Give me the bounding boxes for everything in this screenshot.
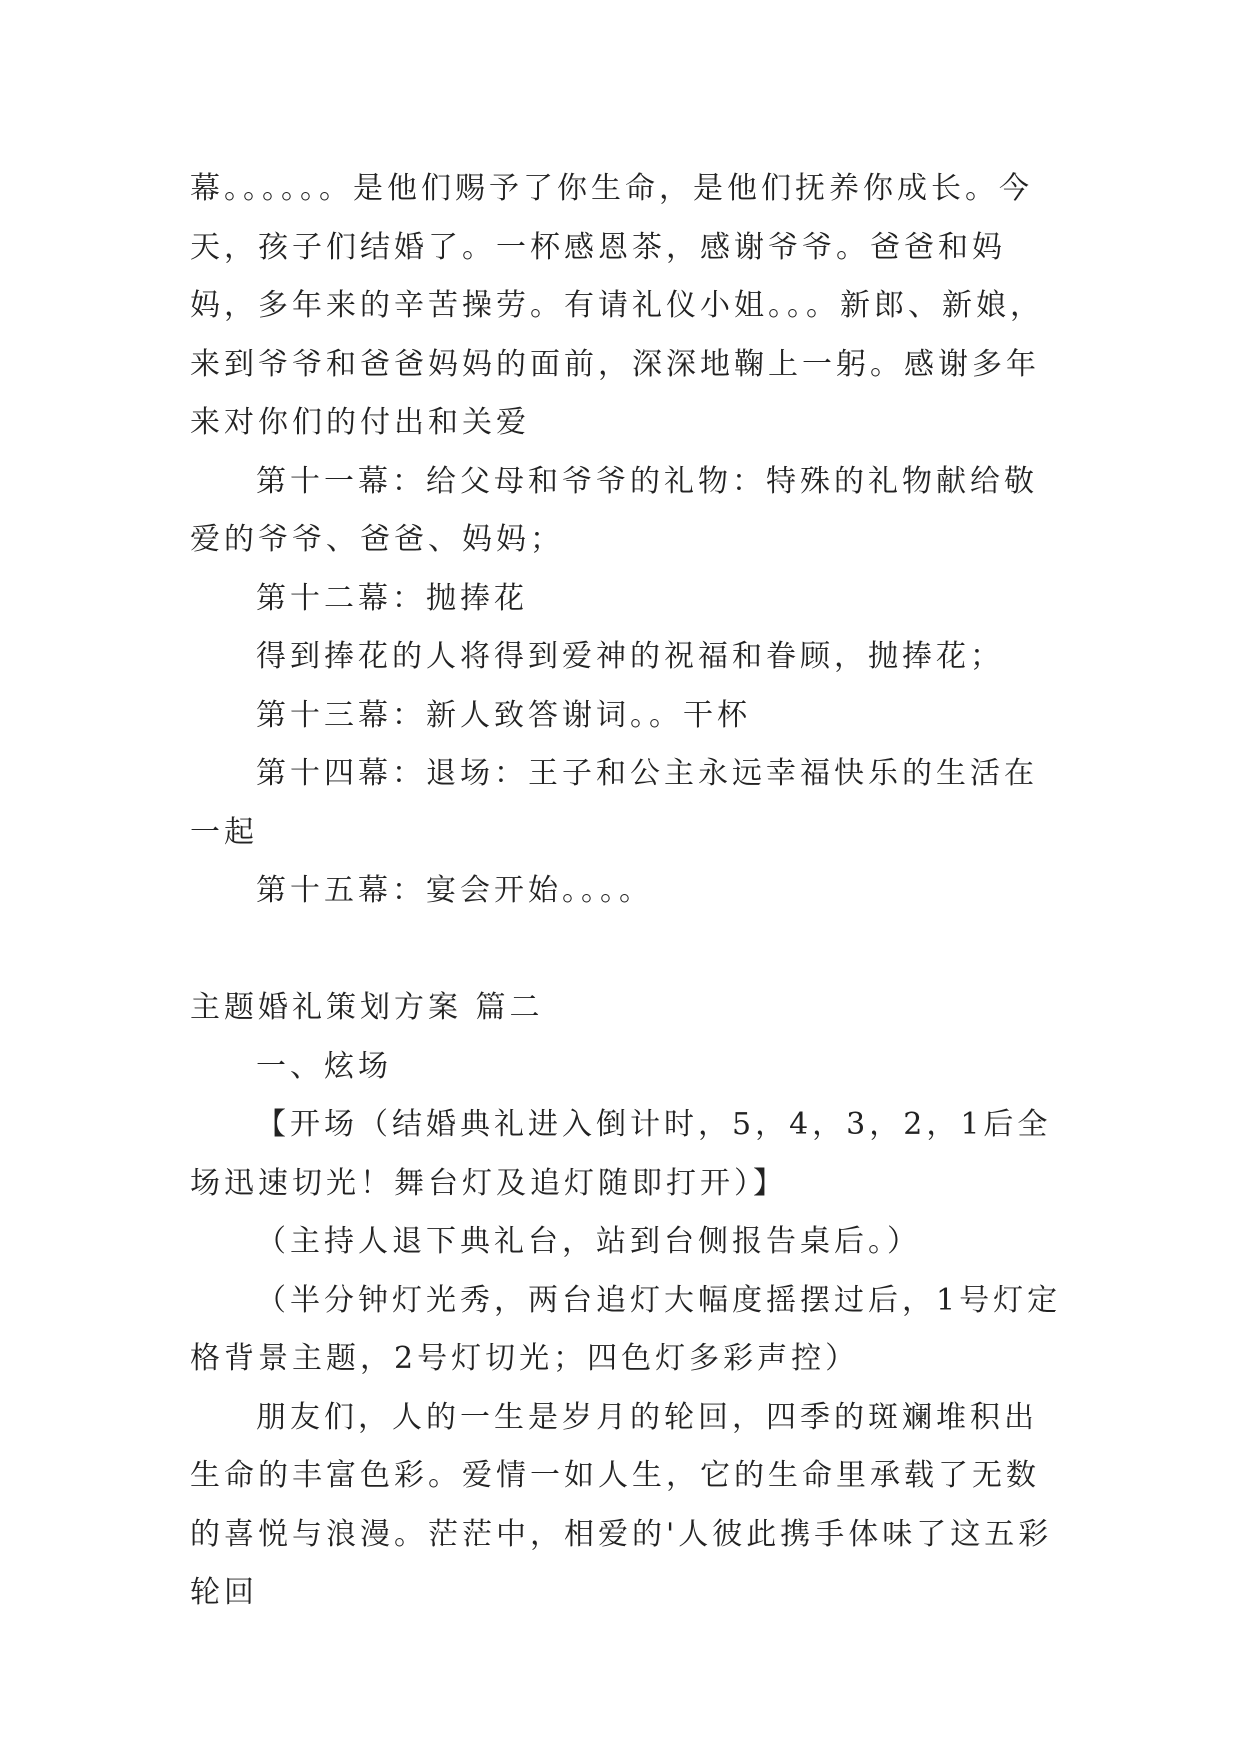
paragraph-countdown: 【开场（结婚典礼进入倒计时，5，4，3，2，1后全场迅速切光！舞台灯及追灯随即打开）】: [190, 1107, 1052, 1201]
paragraph-act-15: 第十五幕：宴会开始。。。。: [256, 873, 653, 908]
section-spacer: [190, 921, 1070, 980]
paragraph-act-11: 第十一幕：给父母和爷爷的礼物：特殊的礼物献给敬爱的爷爷、爸爸、妈妈；: [190, 463, 1038, 557]
paragraph-act-13: 第十三幕：新人致答谢词。。干杯: [256, 697, 751, 733]
section-heading: 主题婚礼策划方案 篇二: [190, 990, 544, 1025]
paragraph-gratitude-tea: 幕。。。。。。是他们赐予了你生命，是他们抚养你成长。今天，孩子们结婚了。一杯感恩茶，感谢爷爷。爸爸和妈妈，多年来的辛苦操劳。有请礼仪小姐。。。新郎、新娘，来到爷爷和爸爸妈妈的面前，深深地鞠上一躬。感谢多年来对你们的付出和关爱: [190, 171, 1044, 440]
paragraph-host-speech: 朋友们，人的一生是岁月的轮回，四季的斑斓堆积出生命的丰富色彩。爱情一如人生，它的生命里承载了无数的喜悦与浪漫。茫茫中，相爱的'人彼此携手体味了这五彩轮回: [190, 1399, 1053, 1610]
paragraph-bouquet-toss: 得到捧花的人将得到爱神的祝福和眷顾，抛捧花；: [256, 639, 1004, 674]
paragraph-light-show: （半分钟灯光秀，两台追灯大幅度摇摆过后，1号灯定格背景主题，2号灯切光；四色灯多彩声控）: [190, 1282, 1062, 1376]
paragraph-host-exit: （主持人退下典礼台，站到台侧报告桌后。）: [256, 1224, 921, 1259]
document-body: [190, 160, 1070, 1623]
paragraph-act-14: 第十四幕：退场：王子和公主永远幸福快乐的生活在一起: [190, 756, 1038, 850]
paragraph-act-12: 第十二幕：抛捧花: [256, 580, 528, 616]
subheading-opening: 一、炫场: [256, 1048, 392, 1084]
